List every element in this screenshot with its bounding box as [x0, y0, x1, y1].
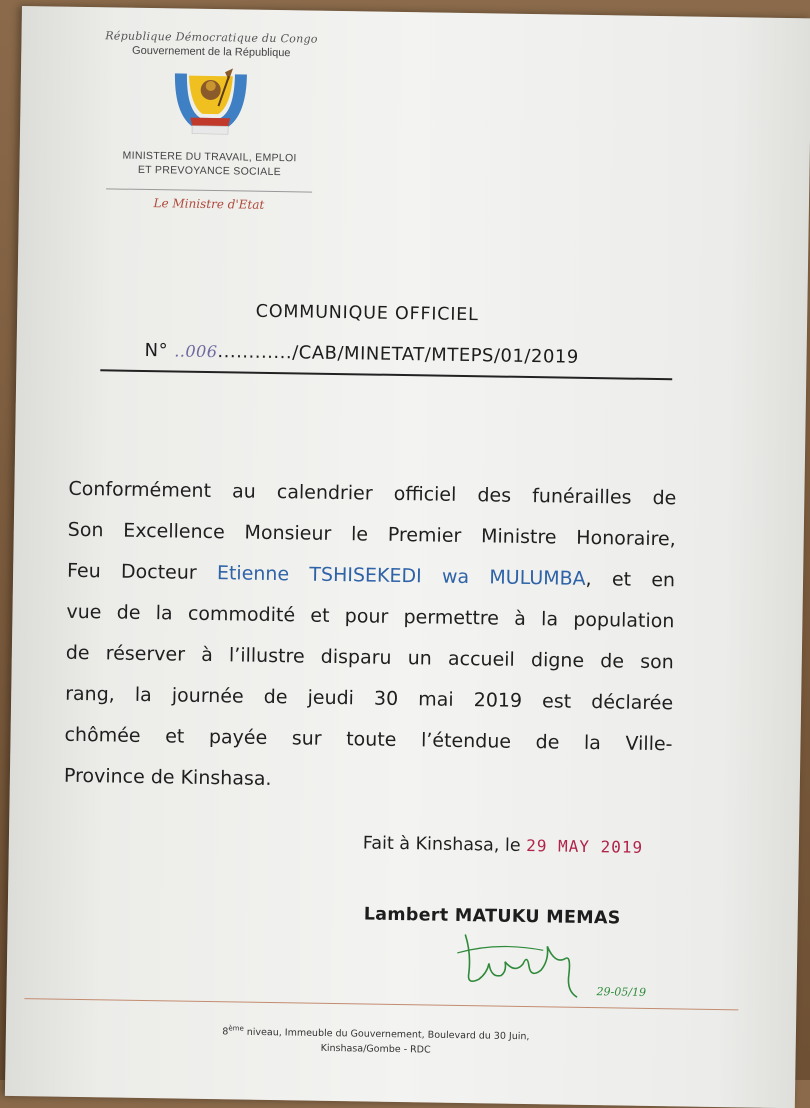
coat-of-arms-icon [168, 65, 253, 142]
letterhead [89, 29, 332, 213]
ministry-name [89, 148, 329, 180]
government-name: Gouvernement de la République [132, 44, 291, 60]
footer-address [156, 1020, 596, 1060]
body-line-6: rang, la journée de jeudi 30 mai 2019 est déclarée [65, 682, 674, 715]
ref-dots: ............ [217, 341, 293, 364]
document-page [5, 6, 810, 1108]
document-title: COMMUNIQUE OFFICIEL [255, 301, 479, 326]
body-line-5: de réserver à l’illustre disparu un accueil digne de son [65, 641, 674, 674]
ref-suffix: /CAB/MINETAT/MTEPS/01/2019 [291, 342, 579, 368]
deceased-name: Etienne TSHISEKEDI wa MULUMBA [216, 562, 586, 590]
date-stamp: 29 MAY 2019 [526, 836, 644, 857]
body-line-1: Conformément au calendrier officiel des funérailles de [68, 477, 677, 510]
body-line-7: chômée et payée sur toute l’étendue de la Ville- [64, 723, 673, 756]
header-divider [106, 188, 312, 192]
body-line-8: Province de Kinshasa. [63, 764, 272, 791]
footer-floor-suffix: ème [228, 1024, 244, 1033]
body-line-3-pre: Feu Docteur [66, 559, 218, 585]
place-and-date [363, 833, 644, 857]
signature-date: 29-05/19 [596, 985, 647, 999]
minister-title: Le Ministre d'Etat [153, 196, 265, 212]
title-underline [100, 369, 672, 380]
body-line-3-post: , et en [585, 567, 676, 592]
footer-floor-number: 8 [222, 1026, 229, 1038]
ministry-line-1: MINISTERE DU TRAVAIL, EMPLOI [122, 149, 297, 165]
republic-name: République Démocratique du Congo [105, 29, 318, 46]
ministry-line-2: ET PREVOYANCE SOCIALE [137, 163, 282, 179]
ref-handwritten-number: ..006 [174, 341, 218, 362]
body-line-4: vue de la commodité et pour permettre à la population [66, 600, 675, 633]
footer-line-2: Kinshasa/Gombe - RDC [320, 1042, 431, 1056]
body-line-2: Son Excellence Monsieur le Premier Ministre Honoraire, [67, 518, 676, 551]
ref-prefix: N° [144, 339, 175, 362]
communique-body [64, 469, 677, 807]
reference-number [144, 340, 664, 369]
handwritten-signature [456, 923, 667, 1006]
signer-name: Lambert MATUKU MEMAS [363, 904, 621, 929]
place-text: Fait à Kinshasa, le [362, 833, 527, 857]
footer-address-rest: niveau, Immeuble du Gouvernement, Boulevard du 30 Juin, [243, 1026, 530, 1043]
